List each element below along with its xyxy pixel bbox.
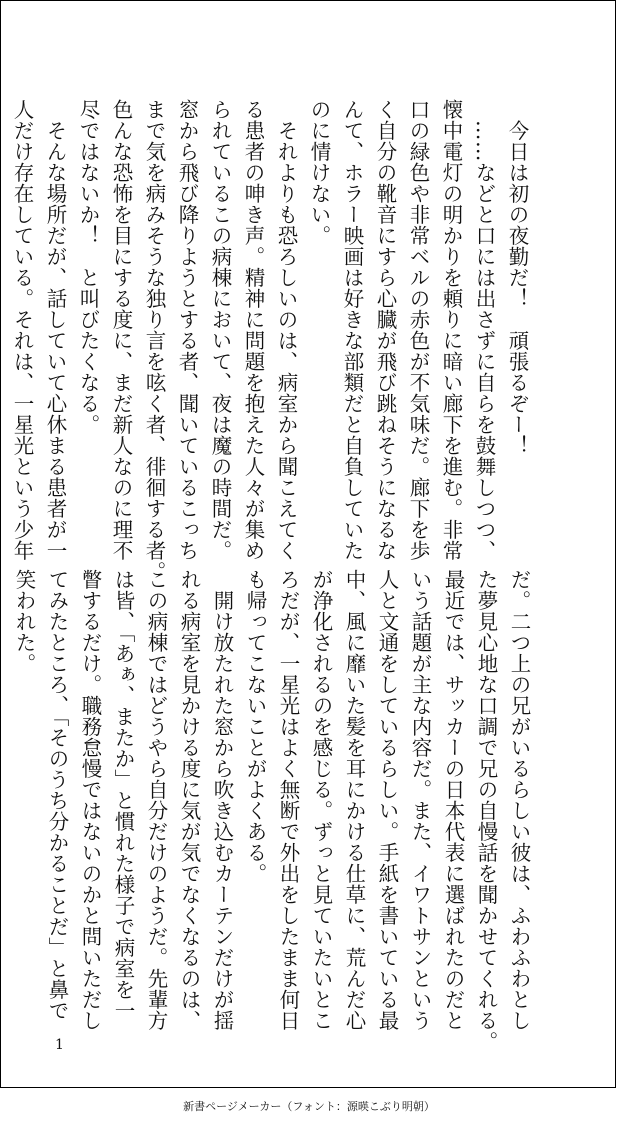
- text-line: 人だけ存在している。それは、一星光という少年: [10, 99, 34, 561]
- text-line: が浄化されるのを感じる。ずっと見ていたいとこ: [309, 569, 333, 1031]
- text-line: 笑われた。: [12, 569, 36, 674]
- text-line: は皆、「あぁ、またか」と慣れた様子で病室を一: [111, 569, 135, 1021]
- text-line: 口の緑色や非常ベルの赤色が不気味だ。廊下を歩: [406, 99, 430, 561]
- page-number: 1: [55, 1037, 64, 1053]
- text-line: のに情けない。: [307, 99, 331, 246]
- text-line: 今日は初の夜勤だ！ 頑張るぞー！: [505, 99, 529, 456]
- text-line: いう話題が主な内容だ。また、イワトサンという: [408, 569, 432, 1031]
- footer-caption: 新書ページメーカー（フォント：源暎こぶり明朝）: [183, 1100, 435, 1113]
- text-line: も帰ってこないことがよくある。: [243, 569, 267, 884]
- text-line: まで気を病みそうな独り言を呟く者、徘徊する者。: [142, 99, 166, 582]
- text-line: 中、風に靡いた髪を耳にかける仕草に、荒んだ心: [342, 569, 366, 1031]
- lower-text-column: [7, 569, 535, 1052]
- text-line: た夢見心地な口調で兄の自慢話を聞かせてくれる。: [474, 569, 498, 1052]
- text-line: ……などと口には出さずに自らを鼓舞しつつ、: [472, 99, 496, 561]
- text-line: 色んな恐怖を目にする度に、まだ新人なのに理不: [109, 99, 133, 561]
- text-line: ろだが、一星光はよく無断で外出をしたまま何日: [276, 569, 300, 1031]
- text-line: んて、ホラー映画は好きな部類だと自負していた: [340, 99, 364, 561]
- text-line: それよりも恐ろしいのは、病室から聞こえてく: [274, 99, 298, 561]
- text-line: そんな場所だが、話していて心休まる患者が一: [43, 99, 67, 561]
- text-line: 懐中電灯の明かりを頼りに暗い廊下を進む。非常: [439, 99, 463, 561]
- text-line: 人と文通をしているらしい。手紙を書いている最: [375, 569, 399, 1031]
- upper-text-column: [5, 99, 533, 582]
- text-line: れる病室を見かける度に気が気でなくなるのは、: [177, 569, 201, 1031]
- text-line: 開け放たれた窓から吹き込むカーテンだけが揺: [210, 569, 234, 1031]
- text-line: この病棟ではどうやら自分だけのようだ。先輩方: [144, 569, 168, 1031]
- text-line: 窓から飛び降りようとする者、聞いているこっち: [175, 99, 199, 561]
- text-line: てみたところ、「そのうち分かることだ」と鼻で: [45, 569, 69, 1021]
- text-line: く自分の靴音にすら心臓が飛び跳ねそうになるな: [373, 99, 397, 561]
- text-line: 瞥するだけ。職務怠慢ではないのかと問いただし: [78, 569, 102, 1031]
- text-line: 最近では、サッカーの日本代表に選ばれたのだと: [441, 569, 465, 1031]
- text-line: る患者の呻き声。精神に問題を抱えた人々が集め: [241, 99, 265, 561]
- text-line: だ。二つ上の兄がいるらしい彼は、ふわふわとし: [507, 569, 531, 1031]
- text-line: られているこの病棟において、夜は魔の時間だ。: [208, 99, 232, 561]
- text-line: 尽ではないか！ と叫びたくなる。: [76, 99, 100, 435]
